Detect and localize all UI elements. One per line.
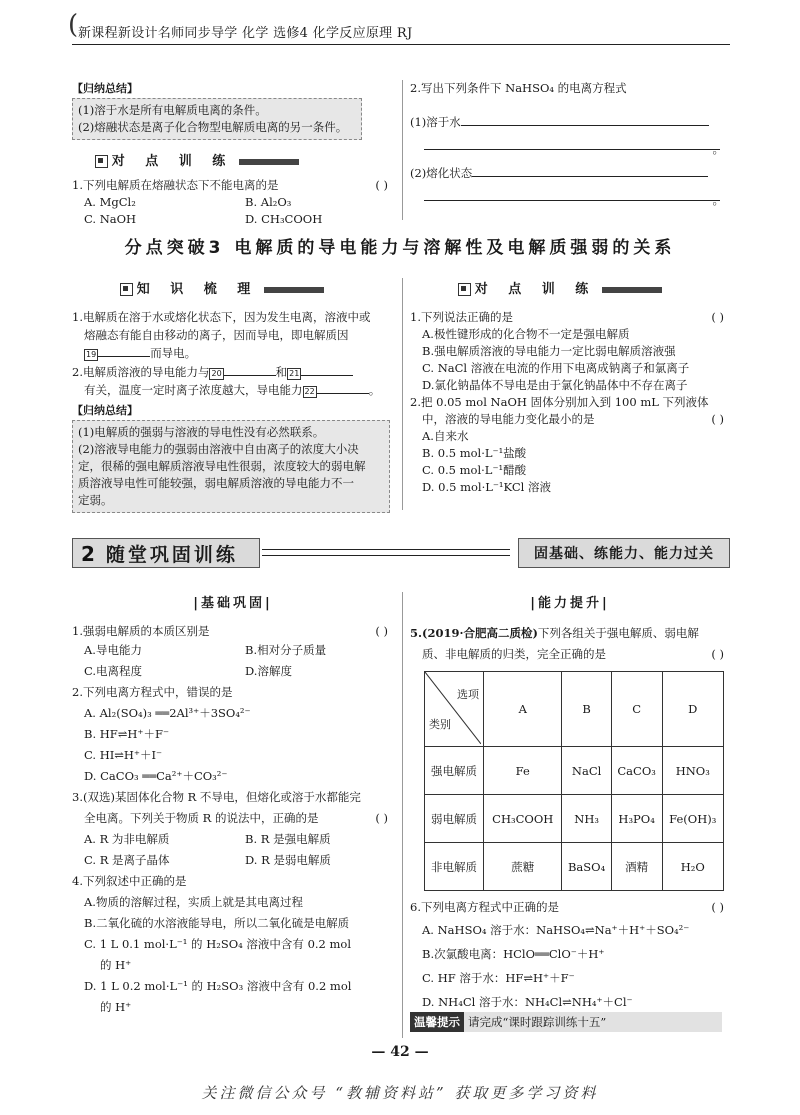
drill-title: 对 点 训 练 (474, 282, 597, 297)
top-right-block (410, 80, 730, 207)
question-stem (410, 309, 730, 326)
option-b: B. 0.5 mol·L⁻¹盐酸 (422, 446, 527, 460)
text-fragment: 和 (275, 364, 288, 379)
table-cell: CH₃COOH (484, 795, 562, 843)
option-d-cont: 的 H⁺ (100, 1000, 132, 1014)
column-divider (402, 80, 403, 220)
answer-line (472, 164, 708, 177)
book-icon (458, 283, 471, 296)
option-d: D. 1 L 0.2 mol·L⁻¹ 的 H₂SO₃ 溶液中含有 0.2 mol (84, 979, 352, 993)
banner-rule (262, 549, 510, 556)
q2-part-1-label: (1)溶于水 (410, 115, 461, 129)
blank-number: 20 (211, 368, 222, 378)
answer-line (424, 188, 720, 201)
practice-subtitle: 固基础、练能力、能力过关 (518, 538, 730, 568)
answer-paren: ( ) (375, 624, 388, 638)
summary-line: (1)溶于水是所有电解质电离的条件。 (78, 103, 267, 117)
options-row (72, 640, 394, 661)
advanced-heading-text: 能力提升 (537, 596, 602, 611)
text-line (72, 363, 394, 382)
option-b: B.强电解质溶液的导电能力一定比弱电解质溶液强 (422, 344, 676, 358)
text-line: 熔融态有能自由移动的离子，因而导电，即电解质因 (84, 327, 349, 342)
answer-line (461, 113, 709, 126)
header-rule (72, 44, 730, 45)
table-cell: NH₃ (562, 795, 611, 843)
practice-title-box (72, 538, 260, 568)
q-stem-text: 6.下列电离方程式中正确的是 (410, 900, 559, 914)
page-number: — 42 — (371, 1044, 429, 1060)
classification-table (424, 671, 724, 891)
period: 。 (712, 142, 724, 156)
header-bracket-icon: ( (68, 10, 79, 40)
answer-paren: ( ) (711, 310, 724, 324)
option-d: D. CH₃COOH (245, 212, 323, 226)
diagonal-line (425, 672, 481, 744)
question-stem (410, 897, 730, 918)
q-stem-text: 1.强弱电解质的本质区别是 (72, 624, 210, 638)
options-row (72, 850, 394, 871)
fill-blank (317, 381, 369, 394)
drill-banner (72, 150, 322, 169)
question-stem: 2.把 0.05 mol NaOH 固体分别加入到 100 mL 下列液体 (410, 395, 709, 409)
table-cell: HNO₃ (662, 747, 723, 795)
column-header: B (562, 672, 611, 747)
summary-tag: 【 归纳总结 】 (72, 80, 138, 96)
text-line (72, 344, 394, 363)
basic-block (72, 592, 394, 1018)
option-c: C. 0.5 mol·L⁻¹醋酸 (422, 463, 527, 477)
table-row (425, 843, 724, 891)
text-line: 1.电解质在溶于水或熔化状态下，因为发生电离，溶液中或 (72, 310, 371, 324)
table-header-row (425, 672, 724, 747)
advanced-heading: |能力提升| (530, 596, 610, 611)
q1-stem-text: 1.下列电解质在熔融状态下不能电离的是 (72, 178, 279, 192)
period: 。 (712, 193, 724, 207)
summary-line: 定，很稀的强电解质溶液导电性很弱，浓度较大的弱电解 (78, 458, 366, 473)
option-c: C. NaCl 溶液在电流的作用下电离成钠离子和氯离子 (422, 361, 690, 375)
knowledge-item-1 (72, 309, 394, 363)
drill-block (410, 278, 730, 496)
option-d: D. CaCO₃ ══Ca²⁺＋CO₃²⁻ (84, 769, 228, 783)
fill-blank (301, 363, 353, 376)
summary-line: (2)熔融状态是离子化合物型电解质电离的另一条件。 (78, 120, 348, 134)
option-a: A.极性键形成的化合物不一定是强电解质 (422, 327, 630, 341)
row-label: 弱电解质 (425, 795, 484, 843)
option-c-cont: 的 H⁺ (100, 958, 132, 972)
table-cell: H₂O (662, 843, 723, 891)
option-d: D. NH₄Cl 溶于水：NH₄Cl⇌NH₄⁺＋Cl⁻ (422, 995, 633, 1009)
q-stem-text: 1.下列说法正确的是 (410, 310, 513, 324)
question-source: 5.(2019·合肥高二质检) (410, 626, 538, 640)
q2-stem: 2.写出下列条件下 NaHSO₄ 的电离方程式 (410, 81, 627, 95)
summary-tag: 【 归纳总结 】 (72, 402, 138, 418)
column-header: A (484, 672, 562, 747)
text-fragment: 有关，温度一定时离子浓度越大，导电能力 (84, 383, 303, 397)
column-header: C (611, 672, 662, 747)
banner-bar (239, 159, 299, 165)
practice-banner (72, 538, 730, 568)
section-title: 随堂巩固训练 (105, 544, 238, 566)
blank-number: 19 (86, 350, 97, 359)
table-cell: Fe (484, 747, 562, 795)
knowledge-banner (72, 278, 372, 297)
option-c: C. NaOH (84, 212, 137, 226)
running-header: 新课程新设计名师同步导学 化学 选修4 化学反应原理 RJ (78, 26, 413, 41)
option-c: C. HI⇌H⁺＋I⁻ (84, 748, 163, 762)
option-b: B.次氯酸电离：HClO══ClO⁻＋H⁺ (422, 947, 605, 961)
option-d: D.氯化钠晶体不导电是由于氯化钠晶体中不存在离子 (422, 378, 688, 392)
option-a: A. R 为非电解质 (84, 832, 170, 846)
column-header: D (662, 672, 723, 747)
option-a: A.自来水 (422, 429, 469, 443)
basic-heading-text: 基础巩固 (200, 596, 265, 611)
table-cell: 蔗糖 (484, 843, 562, 891)
table-row (425, 795, 724, 843)
options-row (72, 211, 394, 228)
question-stem (72, 808, 394, 829)
options-row (72, 194, 394, 211)
q-stem-text: 全电离。下列关于物质 R 的说法中，正确的是 (84, 811, 319, 825)
corner-bottom-label: 类别 (429, 718, 451, 731)
options-row (72, 829, 394, 850)
section-number: 2 (81, 542, 98, 566)
banner-bar (264, 287, 324, 293)
tip-text: 请完成“课时跟踪训练十五” (468, 1015, 607, 1029)
table-cell: BaSO₄ (562, 843, 611, 891)
question-stem: 3.(双选)某固体化合物 R 不导电，但熔化或溶于水都能完 (72, 790, 361, 804)
option-c: C.电离程度 (84, 664, 143, 678)
question-stem: 2.下列电离方程式中，错误的是 (72, 685, 233, 699)
summary-line: (2)溶液导电能力的强弱由溶液中自由离子的浓度大小决 (78, 441, 359, 456)
option-a: A. Al₂(SO₄)₃ ══2Al³⁺＋3SO₄²⁻ (84, 706, 251, 720)
fill-blank (224, 363, 276, 376)
fill-blank (98, 344, 150, 357)
option-c: C. R 是离子晶体 (84, 853, 170, 867)
option-c: C. 1 L 0.1 mol·L⁻¹ 的 H₂SO₄ 溶液中含有 0.2 mol (84, 937, 352, 951)
knowledge-block (72, 278, 394, 513)
top-left-block (72, 80, 394, 228)
q2-part-2 (410, 164, 730, 182)
option-b: B. R 是强电解质 (245, 832, 331, 846)
column-divider (402, 278, 403, 510)
options-row (72, 661, 394, 682)
book-icon (120, 283, 133, 296)
q2-part-2-label: (2)熔化状态 (410, 166, 473, 180)
q2-part-2-line2 (410, 188, 730, 207)
summary-line: 质溶液导电性可能较强，弱电解质溶液的导电能力不一 (78, 475, 354, 490)
option-d: D. 0.5 mol·L⁻¹KCl 溶液 (422, 480, 551, 494)
table-cell: Fe(OH)₃ (662, 795, 723, 843)
row-label: 强电解质 (425, 747, 484, 795)
text-fragment: 而导电。 (150, 346, 197, 360)
option-b: B.二氧化硫的水溶液能导电，所以二氧化硫是电解质 (84, 916, 350, 930)
q2-part-1-line2 (410, 137, 730, 156)
corner-top-label: 选项 (457, 688, 479, 701)
option-c: C. HF 溶于水：HF⇌H⁺＋F⁻ (422, 971, 575, 985)
blank-number: 21 (289, 368, 300, 378)
option-a: A. NaHSO₄ 溶于水：NaHSO₄⇌Na⁺＋H⁺＋SO₄²⁻ (422, 923, 690, 937)
question-stem (72, 623, 394, 640)
summary-box (72, 98, 362, 140)
table-row (425, 747, 724, 795)
text-line (72, 381, 394, 400)
option-a: A. MgCl₂ (84, 195, 136, 209)
advanced-block (410, 592, 730, 1014)
option-d: D. R 是弱电解质 (245, 853, 331, 867)
basic-heading: |基础巩固| (193, 596, 273, 611)
book-icon (95, 155, 108, 168)
question-stem: 4.下列叙述中正确的是 (72, 874, 187, 888)
corner-cell (425, 672, 484, 747)
summary-line: (1)电解质的强弱与溶液的导电性没有必然联系。 (78, 424, 325, 439)
option-a: A.导电能力 (84, 643, 142, 657)
question-stem (410, 644, 730, 665)
section-title: 分点突破3 电解质的导电能力与溶解性及电解质强弱的关系 (124, 238, 676, 258)
q-stem-text: 质、非电解质的归类，完全正确的是 (422, 647, 606, 661)
answer-paren: ( ) (711, 900, 724, 914)
column-divider (402, 592, 403, 1038)
summary-line: 定弱。 (78, 492, 113, 507)
option-b: B. HF⇌H⁺＋F⁻ (84, 727, 170, 741)
table-cell: NaCl (562, 747, 611, 795)
answer-paren: ( ) (375, 811, 388, 825)
question-stem (410, 411, 730, 428)
blank-number: 22 (304, 387, 315, 396)
answer-paren: ( ) (711, 412, 724, 426)
q-stem-text: 下列各组关于强电解质、弱电解 (537, 626, 699, 640)
answer-paren: ( ) (711, 647, 724, 661)
answer-paren: ( ) (375, 178, 388, 192)
option-d: D.溶解度 (245, 664, 292, 678)
table-cell: H₃PO₄ (611, 795, 662, 843)
knowledge-item-2 (72, 363, 394, 400)
option-b: B.相对分子质量 (245, 643, 327, 657)
banner-bar (602, 287, 662, 293)
text-fragment: 2.电解质溶液的导电能力与 (72, 364, 210, 379)
question-stem (410, 623, 730, 644)
q2-part-1 (410, 113, 730, 131)
row-label: 非电解质 (425, 843, 484, 891)
drill-banner (410, 278, 710, 297)
table-cell: 酒精 (611, 843, 662, 891)
answer-line (424, 137, 720, 150)
text-fragment: 。 (368, 383, 381, 397)
summary-box (72, 420, 390, 513)
option-b: B. Al₂O₃ (245, 195, 292, 209)
knowledge-title: 知 识 梳 理 (136, 282, 259, 297)
tip-bar (410, 1012, 722, 1032)
question-1-stem (72, 177, 394, 194)
drill-title: 对 点 训 练 (111, 154, 234, 169)
q-stem-text: 中，溶液的导电能力变化最小的是 (422, 412, 595, 426)
footer-note: 关注微信公众号 “教辅资料站” 获取更多学习资料 (201, 1084, 599, 1102)
tip-label: 温馨提示 (410, 1012, 464, 1032)
option-a: A.物质的溶解过程，实质上就是其电离过程 (84, 895, 303, 909)
table-cell: CaCO₃ (611, 747, 662, 795)
